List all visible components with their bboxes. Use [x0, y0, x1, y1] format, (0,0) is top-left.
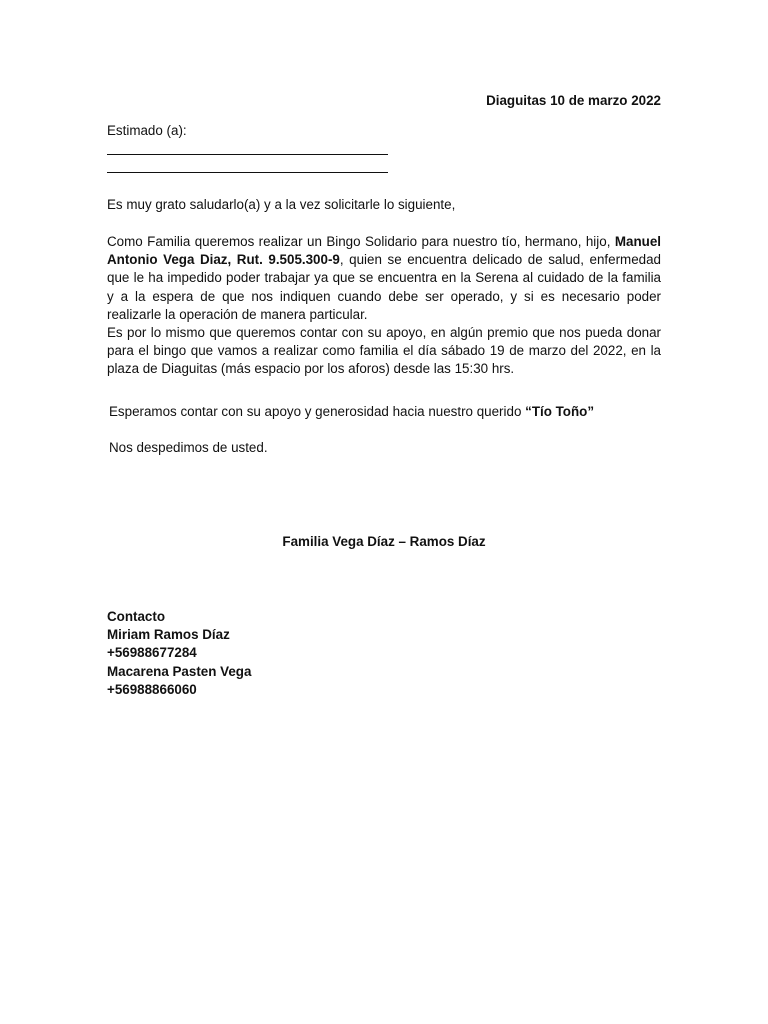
contact-name: Macarena Pasten Vega	[107, 663, 252, 679]
recipient-blank-line	[107, 154, 388, 155]
hope-text: Esperamos contar con su apoyo y generosidad hacia nuestro querido	[109, 404, 526, 419]
hope-line	[109, 404, 594, 419]
contact-heading: Contacto	[107, 609, 166, 624]
beneficiary-name: Manuel Antonio Vega Diaz, Rut. 9.505.300-9	[107, 234, 661, 268]
salutation: Estimado (a):	[107, 123, 187, 138]
nickname: “Tío Toño”	[525, 404, 595, 419]
support-paragraph: Es por lo mismo que queremos contar con su apoyo, en algún premio que nos pueda donar para el bingo que vamos a realizar como familia el día sábado 19 de marzo del 2022, en la plaza de Diaguitas (más espacio por los aforos) desde las 15:30 hrs.	[107, 325, 661, 377]
contact-name: Miriam Ramos Díaz	[107, 627, 230, 643]
contact-phone: +56988677284	[107, 645, 197, 661]
greeting-line: Es muy grato saludarlo(a) y a la vez solicitarle lo siguiente,	[107, 197, 456, 212]
paragraph-rest: , quien se encuentra delicado de salud, enfermedad que le ha impedido poder trabajar ya que se encuentra en la Serena al cuidado de la familia y a la espera de que nos indiquen cuando debe ser operado, y si es necesario poder realizarle la operación de manera particular.	[107, 252, 662, 322]
paragraph-intro: Como Familia queremos realizar un Bingo Solidario para nuestro tío, hermano, hijo,	[107, 234, 615, 249]
farewell-line: Nos despedimos de usted.	[109, 440, 268, 455]
letter-date: Diaguitas 10 de marzo 2022	[486, 93, 661, 108]
contact-phone: +56988866060	[107, 681, 197, 697]
recipient-blank-line	[107, 172, 388, 173]
contact-block	[107, 608, 251, 699]
signature: Familia Vega Díaz – Ramos Díaz	[282, 534, 486, 549]
letter-body	[107, 233, 661, 379]
request-paragraph	[107, 233, 661, 324]
